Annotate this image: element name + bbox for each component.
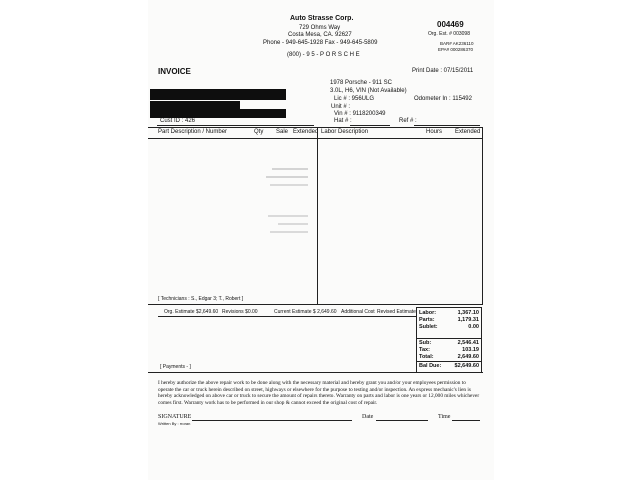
org-est-number: Org. Est. # 003098: [428, 31, 470, 37]
customer-divider: [157, 125, 314, 126]
bal-due-value: $2,649.60: [454, 363, 479, 369]
vin-number: Vin # : 9118200349: [334, 111, 386, 117]
totals-balance-row: [419, 363, 479, 369]
odometer-in: Odometer In : 115492: [414, 96, 472, 102]
estimate-rule: [158, 316, 416, 317]
bar-number: BAR# AK236110: [440, 41, 474, 46]
document-title: INVOICE: [158, 67, 191, 76]
total-label: Total:: [419, 354, 434, 360]
faint-text-impression: [268, 215, 308, 217]
tax-value: 103.19: [462, 347, 479, 353]
col-part-description: Part Description / Number: [158, 129, 228, 135]
header-bottom-rule: [148, 138, 483, 139]
faint-text-impression: [270, 231, 308, 233]
company-phones: Phone - 949-645-1928 Fax - 949-645-5809: [263, 40, 378, 46]
invoice-number: 004469: [437, 20, 464, 29]
signature-line: [192, 420, 352, 421]
col-sale: Sale: [276, 129, 289, 135]
original-estimate: Org. Estimate $2,649.60: [164, 309, 219, 315]
totals-divider: [417, 338, 481, 339]
ref-underline: [414, 125, 480, 126]
col-labor-description: Labor Description: [321, 129, 369, 135]
totals-parts-row: [419, 317, 479, 323]
tax-label: Tax:: [419, 347, 430, 353]
epa-number: EPA# 000286370: [438, 47, 473, 52]
parts-value: 1,179.31: [457, 317, 479, 323]
customer-id: Cust ID : 426: [160, 118, 196, 124]
unit-number: Unit # :: [331, 104, 351, 110]
technicians: [ Technicians : S., Edgar 3; T., Robert ]: [158, 296, 244, 302]
signature-label: SIGNATURE: [158, 414, 192, 420]
totals-box: [416, 307, 482, 373]
time-line: [452, 420, 480, 421]
date-line: [376, 420, 428, 421]
redacted-customer-name: [150, 89, 286, 100]
hat-number: Hat # :: [334, 118, 352, 124]
labor-label: Labor:: [419, 310, 437, 316]
right-border: [482, 127, 483, 304]
totals-sublet-row: [419, 324, 479, 330]
body-bottom-rule: [148, 304, 483, 305]
parts-labor-divider: [317, 127, 318, 304]
faint-text-impression: [270, 184, 308, 186]
vehicle-engine: 3.0L, H6, VIN (Not Available): [330, 88, 407, 94]
additional-cost: Additional Cost: [341, 309, 375, 315]
company-vanity-phone: (800) - 9 5 - P O R S C H E: [287, 52, 360, 58]
print-date: Print Date : 07/15/2011: [412, 68, 474, 74]
time-label: Time: [438, 414, 451, 420]
hat-underline: [350, 125, 390, 126]
company-name: Auto Strasse Corp.: [290, 15, 354, 22]
header-top-rule: [148, 127, 483, 128]
company-city: Costa Mesa, CA. 92627: [288, 32, 352, 38]
sub-value: 2,546.41: [457, 340, 479, 346]
col-hours: Hours: [426, 129, 443, 135]
balance-divider: [417, 361, 481, 362]
authorization-text: I hereby authorize the above repair work to be done along with the necessary material and hereby grant you and/or your employees permission to operate the car or truck herein described on street, highways or elsewhere for the purpose to testing and/or inspection. An express mechanic's lien is hereby acknowledged on above car or truck to secure the amount of repairs thereto. Warranty on parts and labor is one years or 12,000 miles whichever comes first. Warranty work has to be performed in our shop & cannot exceed the original cost of repair.: [158, 380, 480, 406]
faint-text-impression: [272, 168, 308, 170]
sublet-value: 0.00: [468, 324, 479, 330]
revisions: Revisions $0.00: [222, 309, 258, 315]
vehicle-model: 1978 Porsche - 911 SC: [330, 80, 392, 86]
payments: [ Payments - ]: [160, 364, 191, 370]
totals-labor-row: [419, 310, 479, 316]
col-extended-labor: Extended: [455, 129, 481, 135]
payments-rule: [148, 372, 483, 373]
redacted-customer-city: [150, 109, 286, 118]
current-estimate: Current Estimate $ 2,649.60: [274, 309, 337, 315]
redacted-customer-address: [150, 101, 240, 109]
company-street: 729 Ohms Way: [299, 25, 341, 31]
sublet-label: Sublet:: [419, 324, 438, 330]
parts-label: Parts:: [419, 317, 435, 323]
totals-sub-row: [419, 340, 479, 346]
written-by: Written By : rroran: [158, 421, 191, 426]
bal-due-label: Bal Due:: [419, 363, 442, 369]
labor-value: 1,367.10: [457, 310, 479, 316]
col-qty: Qty: [254, 129, 264, 135]
sub-label: Sub:: [419, 340, 432, 346]
col-extended: Extended: [293, 129, 319, 135]
license-plate: Lic # : 956ULG: [334, 96, 375, 102]
date-label: Date: [362, 414, 374, 420]
totals-total-row: [419, 354, 479, 360]
total-value: 2,649.60: [457, 354, 479, 360]
revised-estimate: Revised Estimate: [377, 309, 416, 315]
faint-text-impression: [278, 223, 308, 225]
totals-tax-row: [419, 347, 479, 353]
ref-number: Ref # :: [399, 118, 417, 124]
faint-text-impression: [266, 176, 308, 178]
